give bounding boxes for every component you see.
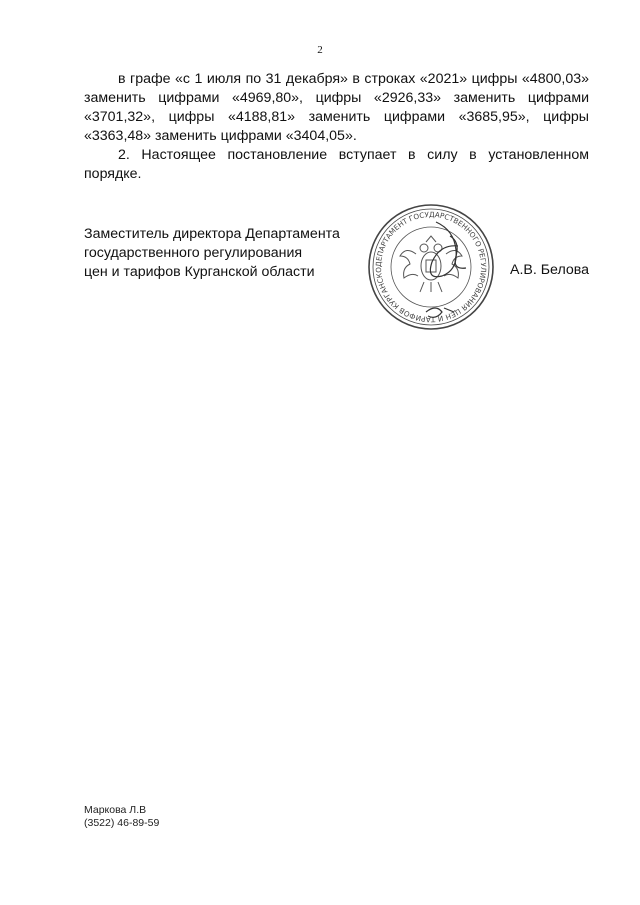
signatory-position bbox=[84, 225, 340, 282]
author-phone: (3522) 46-89-59 bbox=[84, 817, 160, 829]
document-body bbox=[84, 70, 589, 184]
author-name: Маркова Л.В bbox=[84, 804, 147, 816]
document-footer bbox=[84, 804, 159, 830]
position-line: Заместитель директора Департамента bbox=[84, 226, 340, 242]
page-number: 2 bbox=[317, 44, 323, 56]
seal-graphic bbox=[366, 202, 496, 332]
official-seal bbox=[366, 202, 496, 332]
paragraph-effective-date: 2. Настоящее постановление вступает в силу в установленном порядке. bbox=[84, 147, 589, 182]
signatory-name: А.В. Белова bbox=[510, 262, 590, 278]
handwritten-signature-icon bbox=[426, 222, 466, 317]
position-line: государственного регулирования bbox=[84, 245, 303, 261]
seal-ring-text: ДЕПАРТАМЕНТ ГОСУДАРСТВЕННОГО РЕГУЛИРОВАНИЯ ЦЕН И ТАРИФОВ КУРГАНСКО bbox=[373, 209, 489, 325]
paragraph-amendments: в графе «с 1 июля по 31 декабря» в строках «2021» цифры «4800,03» заменить цифрами «4969,80», цифры «2926,33» заменить цифрами «3701,32», цифры «4188,81» заменить цифрами «3685,95», цифры «3363,48» заменить цифрами «3404,05». bbox=[84, 71, 589, 144]
position-line: цен и тарифов Курганской области bbox=[84, 264, 315, 280]
